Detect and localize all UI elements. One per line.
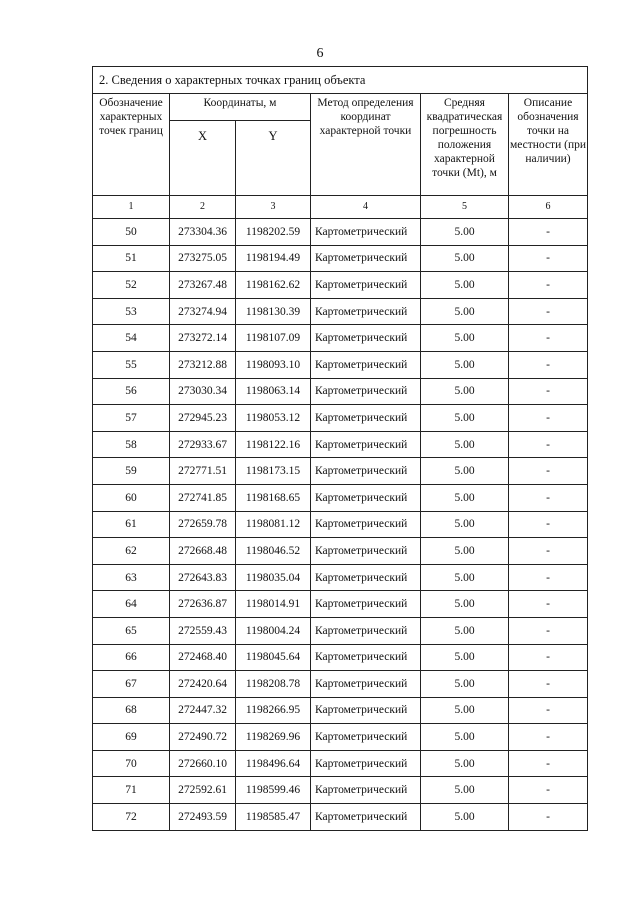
- cell-x: 272668.48: [170, 538, 236, 565]
- table-row: [93, 272, 588, 299]
- page-number: 6: [316, 46, 324, 61]
- cell-point: 52: [93, 272, 170, 299]
- cell-description: -: [509, 511, 588, 538]
- column-number: 3: [236, 196, 311, 219]
- cell-method: Картометрический: [311, 219, 421, 246]
- cell-y: 1198107.09: [236, 325, 311, 352]
- cell-accuracy: 5.00: [421, 298, 509, 325]
- cell-description: -: [509, 298, 588, 325]
- header-x: X: [170, 121, 236, 196]
- cell-point: 55: [93, 351, 170, 378]
- cell-description: -: [509, 245, 588, 272]
- cell-y: 1198585.47: [236, 804, 311, 831]
- cell-x: 273212.88: [170, 351, 236, 378]
- cell-y: 1198046.52: [236, 538, 311, 565]
- cell-x: 272420.64: [170, 671, 236, 698]
- cell-x: 272490.72: [170, 724, 236, 751]
- cell-method: Картометрический: [311, 671, 421, 698]
- cell-x: 272741.85: [170, 484, 236, 511]
- cell-description: -: [509, 219, 588, 246]
- cell-description: -: [509, 325, 588, 352]
- cell-method: Картометрический: [311, 298, 421, 325]
- table-row: [93, 219, 588, 246]
- cell-y: 1198162.62: [236, 272, 311, 299]
- cell-accuracy: 5.00: [421, 724, 509, 751]
- cell-method: Картометрический: [311, 458, 421, 485]
- cell-point: 60: [93, 484, 170, 511]
- cell-point: 57: [93, 405, 170, 432]
- header-coordinates: Координаты, м: [170, 94, 311, 121]
- section-title: 2. Сведения о характерных точках границ объекта: [93, 67, 588, 94]
- column-number-row: [93, 196, 588, 219]
- cell-method: Картометрический: [311, 431, 421, 458]
- cell-x: 273274.94: [170, 298, 236, 325]
- cell-accuracy: 5.00: [421, 431, 509, 458]
- cell-y: 1198168.65: [236, 484, 311, 511]
- cell-x: 272447.32: [170, 697, 236, 724]
- cell-x: 273275.05: [170, 245, 236, 272]
- cell-description: -: [509, 591, 588, 618]
- cell-x: 272771.51: [170, 458, 236, 485]
- cell-accuracy: 5.00: [421, 617, 509, 644]
- cell-x: 272468.40: [170, 644, 236, 671]
- cell-description: -: [509, 272, 588, 299]
- table-row: [93, 431, 588, 458]
- cell-method: Картометрический: [311, 644, 421, 671]
- cell-x: 273030.34: [170, 378, 236, 405]
- cell-accuracy: 5.00: [421, 538, 509, 565]
- cell-y: 1198063.14: [236, 378, 311, 405]
- cell-accuracy: 5.00: [421, 697, 509, 724]
- table-row: [93, 245, 588, 272]
- column-number: 5: [421, 196, 509, 219]
- cell-description: -: [509, 724, 588, 751]
- cell-point: 63: [93, 564, 170, 591]
- cell-accuracy: 5.00: [421, 804, 509, 831]
- cell-method: Картометрический: [311, 750, 421, 777]
- table-row: [93, 325, 588, 352]
- cell-accuracy: 5.00: [421, 458, 509, 485]
- cell-y: 1198014.91: [236, 591, 311, 618]
- cell-x: 272660.10: [170, 750, 236, 777]
- cell-point: 56: [93, 378, 170, 405]
- table-row: [93, 617, 588, 644]
- header-method: Метод определения координат характерной точки: [311, 94, 421, 196]
- column-number: 4: [311, 196, 421, 219]
- cell-method: Картометрический: [311, 591, 421, 618]
- cell-method: Картометрический: [311, 804, 421, 831]
- cell-accuracy: 5.00: [421, 219, 509, 246]
- cell-method: Картометрический: [311, 245, 421, 272]
- table-row: [93, 591, 588, 618]
- cell-method: Картометрический: [311, 777, 421, 804]
- cell-accuracy: 5.00: [421, 511, 509, 538]
- cell-description: -: [509, 777, 588, 804]
- cell-x: 272933.67: [170, 431, 236, 458]
- cell-accuracy: 5.00: [421, 564, 509, 591]
- cell-accuracy: 5.00: [421, 777, 509, 804]
- cell-point: 51: [93, 245, 170, 272]
- cell-x: 272636.87: [170, 591, 236, 618]
- cell-x: 272643.83: [170, 564, 236, 591]
- cell-accuracy: 5.00: [421, 405, 509, 432]
- table-row: [93, 724, 588, 751]
- cell-x: 273267.48: [170, 272, 236, 299]
- cell-accuracy: 5.00: [421, 644, 509, 671]
- cell-description: -: [509, 538, 588, 565]
- header-description: Описание обозначения точки на местности (при наличии): [509, 94, 588, 196]
- cell-x: 273272.14: [170, 325, 236, 352]
- cell-point: 70: [93, 750, 170, 777]
- table-row: [93, 564, 588, 591]
- table-row: [93, 804, 588, 831]
- cell-y: 1198194.49: [236, 245, 311, 272]
- cell-y: 1198053.12: [236, 405, 311, 432]
- cell-x: 273304.36: [170, 219, 236, 246]
- section-title-row: [93, 67, 588, 94]
- cell-point: 59: [93, 458, 170, 485]
- cell-y: 1198266.95: [236, 697, 311, 724]
- cell-accuracy: 5.00: [421, 750, 509, 777]
- table-row: [93, 405, 588, 432]
- cell-method: Картометрический: [311, 272, 421, 299]
- table-row: [93, 750, 588, 777]
- cell-description: -: [509, 351, 588, 378]
- table-row: [93, 777, 588, 804]
- column-number: 1: [93, 196, 170, 219]
- cell-description: -: [509, 484, 588, 511]
- cell-y: 1198269.96: [236, 724, 311, 751]
- cell-description: -: [509, 378, 588, 405]
- cell-point: 54: [93, 325, 170, 352]
- cell-y: 1198093.10: [236, 351, 311, 378]
- cell-y: 1198496.64: [236, 750, 311, 777]
- cell-accuracy: 5.00: [421, 591, 509, 618]
- cell-method: Картометрический: [311, 724, 421, 751]
- cell-point: 67: [93, 671, 170, 698]
- cell-method: Картометрический: [311, 511, 421, 538]
- header-row-1: [93, 94, 588, 121]
- cell-point: 50: [93, 219, 170, 246]
- table-row: [93, 458, 588, 485]
- cell-accuracy: 5.00: [421, 325, 509, 352]
- cell-description: -: [509, 644, 588, 671]
- cell-accuracy: 5.00: [421, 484, 509, 511]
- cell-accuracy: 5.00: [421, 351, 509, 378]
- table-row: [93, 697, 588, 724]
- cell-method: Картометрический: [311, 325, 421, 352]
- cell-description: -: [509, 458, 588, 485]
- cell-description: -: [509, 405, 588, 432]
- cell-method: Картометрический: [311, 697, 421, 724]
- cell-y: 1198208.78: [236, 671, 311, 698]
- cell-x: 272659.78: [170, 511, 236, 538]
- table-row: [93, 644, 588, 671]
- cell-y: 1198045.64: [236, 644, 311, 671]
- cell-accuracy: 5.00: [421, 272, 509, 299]
- cell-y: 1198202.59: [236, 219, 311, 246]
- table-row: [93, 298, 588, 325]
- table-row: [93, 671, 588, 698]
- cell-accuracy: 5.00: [421, 378, 509, 405]
- cell-x: 272493.59: [170, 804, 236, 831]
- table-row: [93, 511, 588, 538]
- cell-description: -: [509, 804, 588, 831]
- cell-description: -: [509, 750, 588, 777]
- cell-method: Картометрический: [311, 351, 421, 378]
- cell-method: Картометрический: [311, 538, 421, 565]
- column-number: 2: [170, 196, 236, 219]
- table-row: [93, 484, 588, 511]
- table-row: [93, 351, 588, 378]
- cell-method: Картометрический: [311, 484, 421, 511]
- cell-point: 65: [93, 617, 170, 644]
- cell-point: 66: [93, 644, 170, 671]
- cell-description: -: [509, 431, 588, 458]
- cell-y: 1198173.15: [236, 458, 311, 485]
- cell-point: 69: [93, 724, 170, 751]
- header-y: Y: [236, 121, 311, 196]
- cell-point: 58: [93, 431, 170, 458]
- cell-point: 53: [93, 298, 170, 325]
- header-accuracy: Средняя квадратическая погрешность положения характерной точки (Mt), м: [421, 94, 509, 196]
- cell-y: 1198122.16: [236, 431, 311, 458]
- cell-point: 71: [93, 777, 170, 804]
- cell-y: 1198081.12: [236, 511, 311, 538]
- boundary-points-table: [92, 66, 588, 831]
- cell-y: 1198130.39: [236, 298, 311, 325]
- cell-method: Картометрический: [311, 564, 421, 591]
- cell-x: 272945.23: [170, 405, 236, 432]
- cell-y: 1198004.24: [236, 617, 311, 644]
- cell-point: 61: [93, 511, 170, 538]
- table-row: [93, 378, 588, 405]
- cell-point: 62: [93, 538, 170, 565]
- cell-x: 272559.43: [170, 617, 236, 644]
- cell-method: Картометрический: [311, 378, 421, 405]
- cell-method: Картометрический: [311, 617, 421, 644]
- header-point: Обозначение характерных точек границ: [93, 94, 170, 196]
- cell-y: 1198035.04: [236, 564, 311, 591]
- cell-method: Картометрический: [311, 405, 421, 432]
- cell-description: -: [509, 617, 588, 644]
- table-row: [93, 538, 588, 565]
- cell-point: 72: [93, 804, 170, 831]
- cell-x: 272592.61: [170, 777, 236, 804]
- cell-point: 64: [93, 591, 170, 618]
- cell-description: -: [509, 697, 588, 724]
- cell-description: -: [509, 564, 588, 591]
- cell-accuracy: 5.00: [421, 671, 509, 698]
- cell-accuracy: 5.00: [421, 245, 509, 272]
- cell-description: -: [509, 671, 588, 698]
- column-number: 6: [509, 196, 588, 219]
- cell-y: 1198599.46: [236, 777, 311, 804]
- cell-point: 68: [93, 697, 170, 724]
